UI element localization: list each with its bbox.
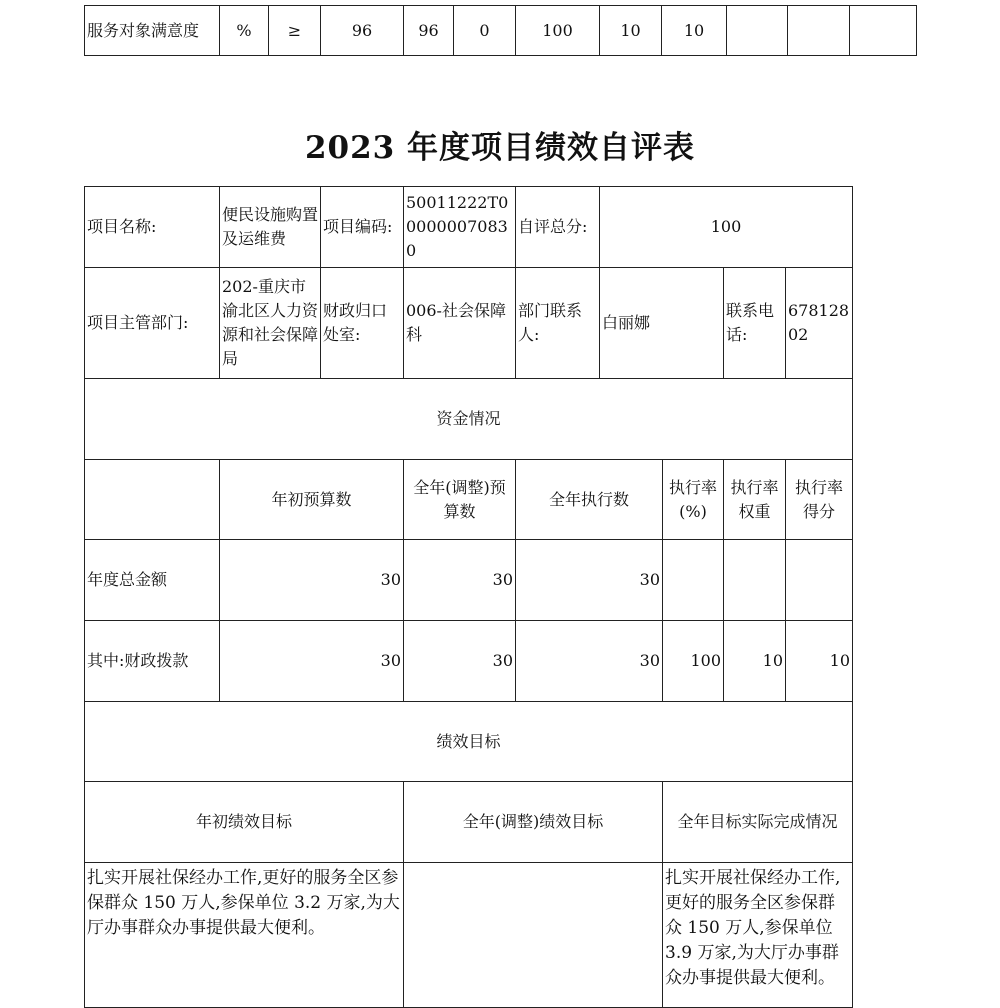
table-row [85,6,917,56]
total-executed-value: 30 [516,540,663,621]
execution-score-header: 执行率得分 [786,460,853,540]
initial-goal-text: 扎实开展社保经办工作,更好的服务全区参保群众 150 万人,参保单位 3.2 万家,为大厅办事群众办事提供最大便利。 [85,863,404,1008]
value-cell: 10 [662,6,727,56]
page-title: 2023 年度项目绩效自评表 [304,130,696,166]
total-adjusted-value: 30 [404,540,516,621]
total-rate-value [663,540,724,621]
executed-header: 全年执行数 [516,460,663,540]
contact-label: 部门联系人: [516,268,600,379]
target-value-cell: 96 [321,6,404,56]
initial-budget-header: 年初预算数 [220,460,404,540]
previous-table-fragment [84,5,917,56]
actual-completion-header: 全年目标实际完成情况 [663,782,853,863]
adjusted-goal-text [404,863,663,1008]
fiscal-allocation-label: 其中:财政拨款 [85,621,220,702]
self-score-label: 自评总分: [516,187,600,268]
table-row [85,187,853,268]
funds-section-title: 资金情况 [85,379,853,460]
fiscal-executed-value: 30 [516,621,663,702]
total-weight-value [724,540,786,621]
project-name-value: 便民设施购置及运维费 [220,187,321,268]
fiscal-weight-value: 10 [724,621,786,702]
blank-cell [727,6,788,56]
blank-header-cell [85,460,220,540]
table-row [85,379,853,460]
initial-goal-header: 年初绩效目标 [85,782,404,863]
table-row [85,460,853,540]
adjusted-goal-header: 全年(调整)绩效目标 [404,782,663,863]
fiscal-initial-value: 30 [220,621,404,702]
table-row [85,863,853,1008]
operator-cell: ≥ [269,6,321,56]
indicator-name-cell: 服务对象满意度 [85,6,220,56]
total-amount-label: 年度总金额 [85,540,220,621]
adjusted-budget-header: 全年(调整)预算数 [404,460,516,540]
finance-office-value: 006-社会保障科 [404,268,516,379]
evaluation-table [84,186,853,1008]
project-code-label: 项目编码: [321,187,404,268]
table-row [85,621,853,702]
actual-value-cell: 96 [404,6,454,56]
table-row [85,540,853,621]
blank-cell [850,6,917,56]
table-row [85,702,853,782]
fiscal-rate-value: 100 [663,621,724,702]
fiscal-adjusted-value: 30 [404,621,516,702]
phone-value: 67812802 [786,268,853,379]
project-name-label: 项目名称: [85,187,220,268]
value-cell: 10 [600,6,662,56]
phone-label: 联系电话: [724,268,786,379]
finance-office-label: 财政归口处室: [321,268,404,379]
actual-completion-text: 扎实开展社保经办工作,更好的服务全区参保群众 150 万人,参保单位 3.9 万家,为大厅办事群众办事提供最大便利。 [663,863,853,1008]
department-value: 202-重庆市渝北区人力资源和社会保障局 [220,268,321,379]
self-score-value: 100 [600,187,853,268]
department-label: 项目主管部门: [85,268,220,379]
contact-value: 白丽娜 [600,268,724,379]
project-code-value: 50011222T000000070830 [404,187,516,268]
execution-weight-header: 执行率权重 [724,460,786,540]
execution-rate-header: 执行率(%) [663,460,724,540]
blank-cell [788,6,850,56]
total-score-value [786,540,853,621]
total-initial-value: 30 [220,540,404,621]
value-cell: 0 [454,6,516,56]
fiscal-score-value: 10 [786,621,853,702]
table-row [85,782,853,863]
unit-cell: % [220,6,269,56]
table-row [85,268,853,379]
value-cell: 100 [516,6,600,56]
goals-section-title: 绩效目标 [85,702,853,782]
